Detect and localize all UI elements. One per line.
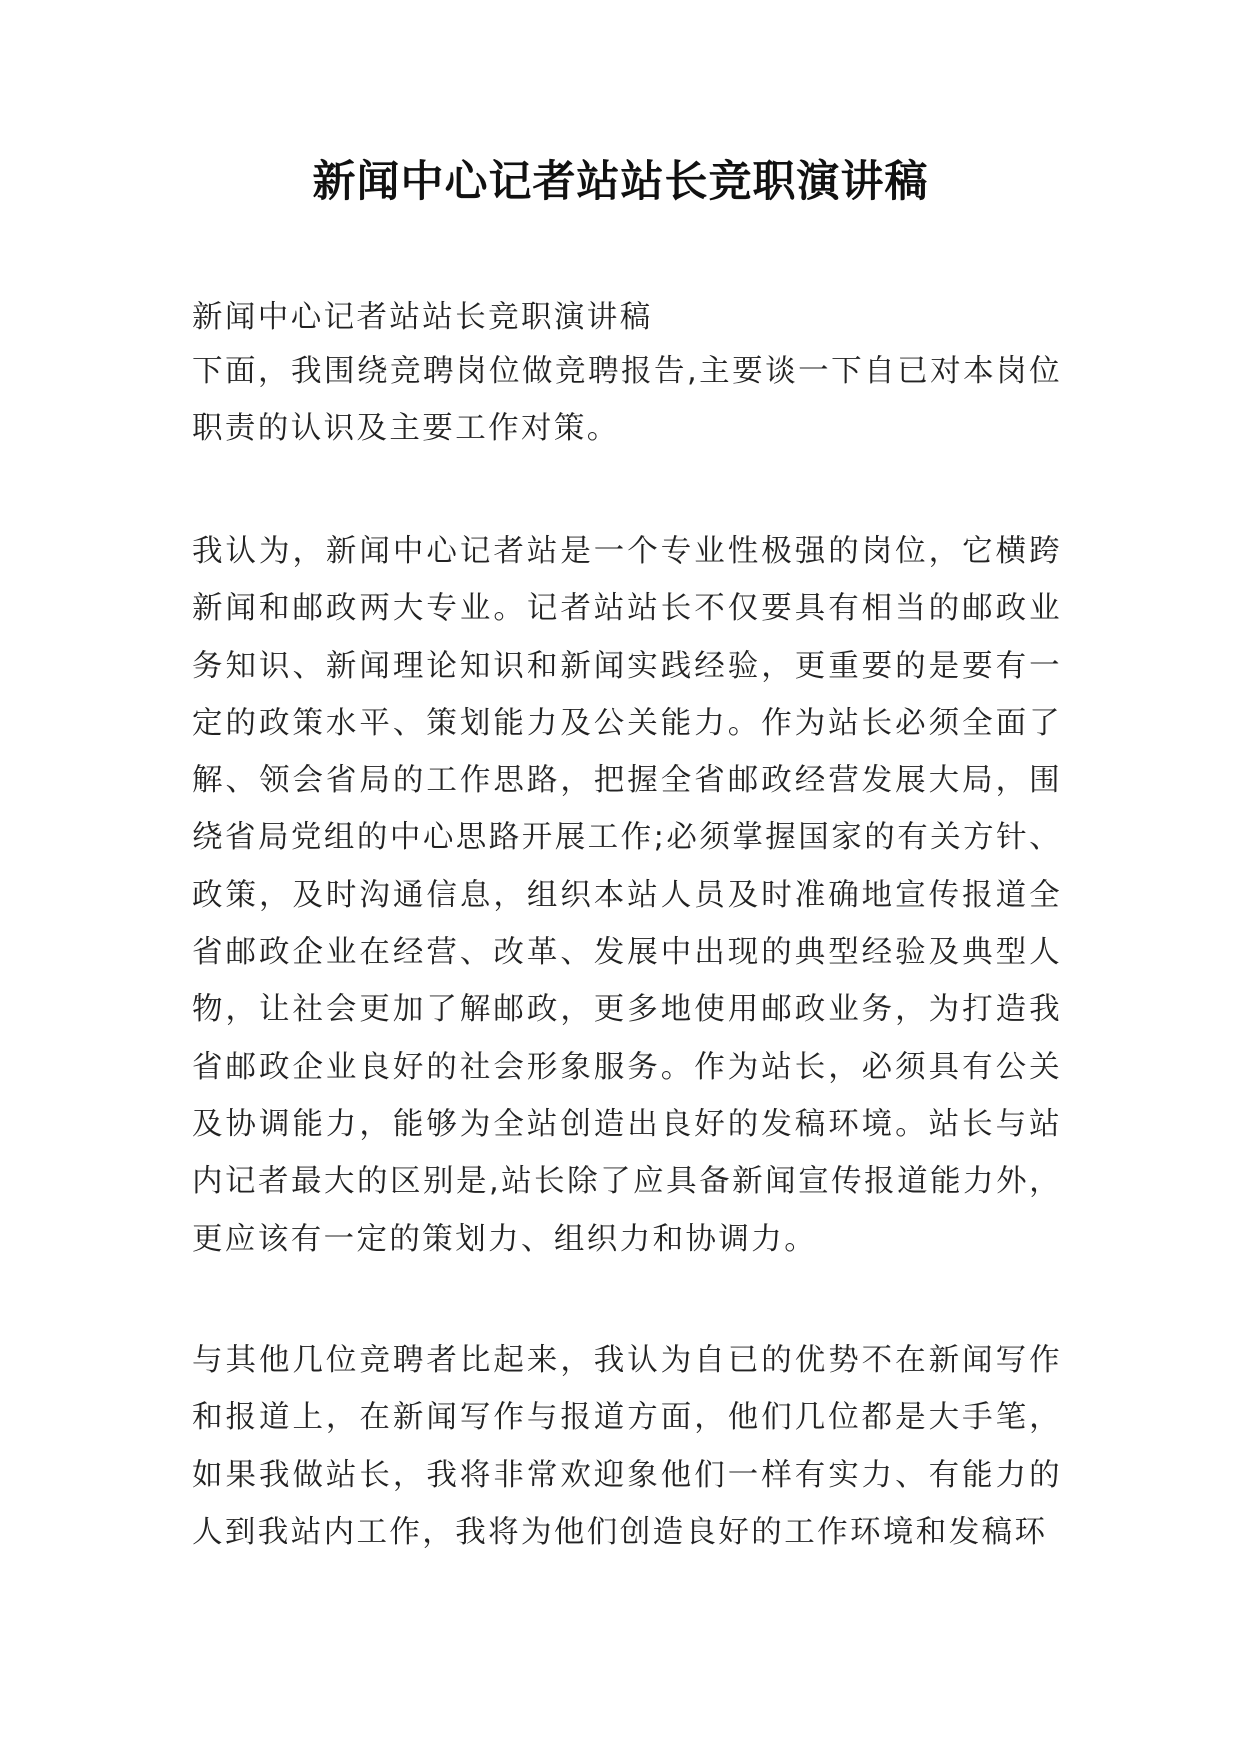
document-subtitle: 新闻中心记者站站长竞职演讲稿 <box>192 300 653 335</box>
intro-paragraph: 下面，我围绕竞聘岗位做竞聘报告,主要谈一下自已对本岗位职责的认识及主要工作对策。 <box>192 354 1062 447</box>
body-paragraph: 与其他几位竞聘者比起来，我认为自已的优势不在新闻写作和报道上，在新闻写作与报道方面，他们几位都是大手笔，如果我做站长，我将非常欢迎象他们一样有实力、有能力的人到我站内工作，我将为他们创造良好的工作环境和发稿环 <box>192 1343 1062 1550</box>
document-title: 新闻中心记者站站长竞职演讲稿 <box>312 157 929 207</box>
body-paragraph: 我认为，新闻中心记者站是一个专业性极强的岗位，它横跨新闻和邮政两大专业。记者站站长不仅要具有相当的邮政业务知识、新闻理论知识和新闻实践经验，更重要的是要有一定的政策水平、策划能力及公关能力。作为站长必须全面了解、领会省局的工作思路，把握全省邮政经营发展大局，围绕省局党组的中心思路开展工作;必须掌握国家的有关方针、政策，及时沟通信息，组织本站人员及时准确地宣传报道全省邮政企业在经营、改革、发展中出现的典型经验及典型人物，让社会更加了解邮政，更多地使用邮政业务，为打造我省邮政企业良好的社会形象服务。作为站长，必须具有公关及协调能力，能够为全站创造出良好的发稿环境。站长与站内记者最大的区别是,站长除了应具备新闻宣传报道能力外，更应该有一定的策划力、组织力和协调力。 <box>192 534 1062 1257</box>
